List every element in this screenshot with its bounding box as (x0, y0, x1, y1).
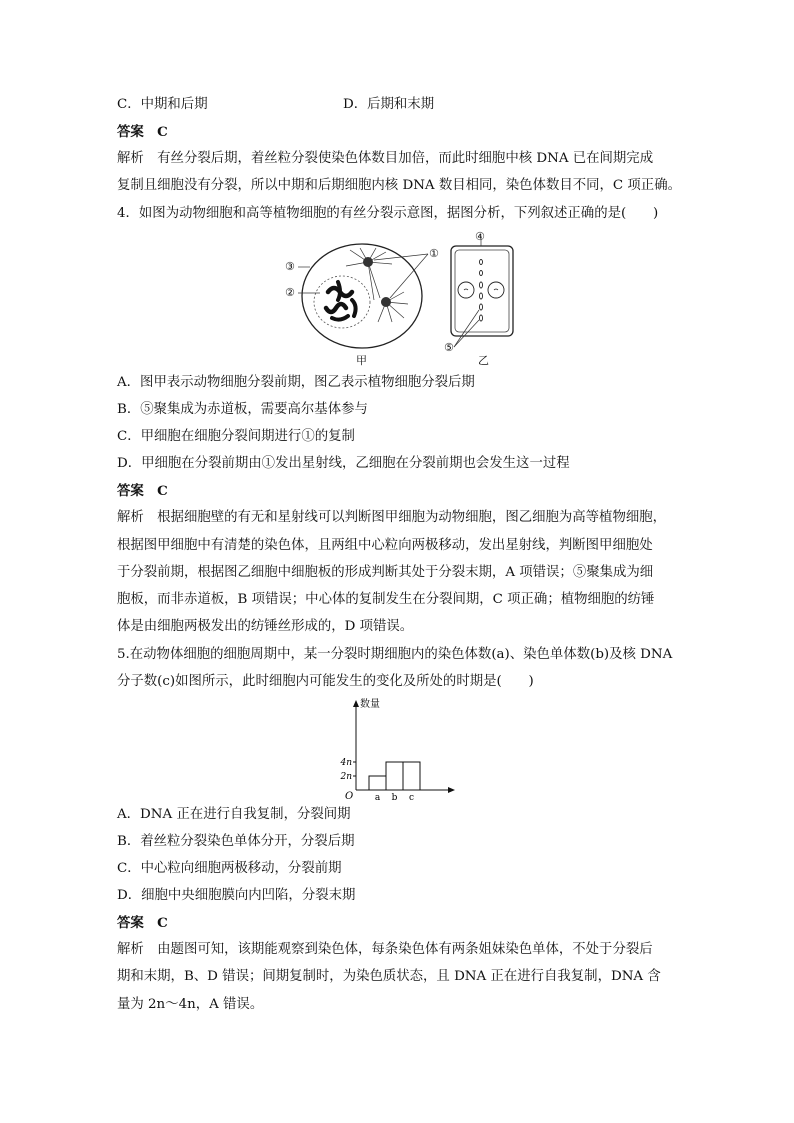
figure-label-1: ① (429, 247, 439, 260)
figure-label-5: ⑤ (444, 341, 454, 354)
q5-option-c: C．中心粒向细胞两极移动，分裂前期 (117, 861, 342, 876)
q5-stem: 分子数(c)如图所示，此时细胞内可能发生的变化及所处的时期是( ) (117, 674, 534, 689)
q3-explanation-line: 解析 有丝分裂后期，着丝粒分裂使染色体数目加倍，而此时细胞中核 DNA 已在间期完成 (117, 151, 654, 166)
q5-answer: 答案 C (117, 915, 168, 931)
bar-b (386, 762, 403, 790)
q5-explanation-line: 量为 2n～4n，A 错误。 (117, 997, 264, 1012)
q5-option-b: B．着丝粒分裂染色单体分开，分裂后期 (117, 834, 355, 849)
q4-option-a: A．图甲表示动物细胞分裂前期，图乙表示植物细胞分裂后期 (117, 375, 475, 390)
bar-chart (330, 695, 460, 803)
x-tick-label: c (408, 793, 415, 803)
q4-explanation-line: 于分裂前期，根据图乙细胞中细胞板的形成判断其处于分裂末期，A 项错误；⑤聚集成为细 (117, 565, 654, 580)
q4-explanation-line: 体是由细胞两极发出的纺锤丝形成的，D 项错误。 (117, 619, 414, 634)
q3-explanation-line: 复制且细胞没有分裂，所以中期和后期细胞内核 DNA 数目相同，染色体数目不同，C 项正确。 (117, 178, 681, 193)
q4-option-d: D．甲细胞在分裂前期由①发出星射线，乙细胞在分裂前期也会发生这一过程 (117, 456, 570, 471)
q3-option-c: C．中期和后期 (117, 97, 208, 112)
q5-explanation-line: 解析 由题图可知，该期能观察到染色体，每条染色体有两条姐妹染色单体，不处于分裂后 (117, 942, 653, 957)
q5-stem: 5.在动物体细胞的细胞周期中，某一分裂时期细胞内的染色体数(a)、染色单体数(b)及核 DNA (117, 647, 673, 662)
animal-cell-diagram (298, 244, 428, 348)
bar-c (403, 762, 420, 790)
x-tick-label: a (374, 793, 381, 803)
q3-option-d: D．后期和末期 (343, 97, 435, 112)
q4-option-c: C．甲细胞在细胞分裂间期进行①的复制 (117, 429, 355, 444)
x-axis-arrow (448, 787, 455, 793)
figure-label-3: ③ (285, 260, 295, 273)
y-axis-arrow (353, 700, 359, 707)
q4-option-b: B．⑤聚集成为赤道板，需要高尔基体参与 (117, 402, 368, 417)
figure-caption-jia: 甲 (356, 354, 367, 367)
q5-option-a: A．DNA 正在进行自我复制，分裂间期 (117, 807, 351, 822)
q4-answer: 答案 C (117, 483, 168, 499)
q5-explanation-line: 期和末期，B、D 错误；间期复制时，为染色质状态，且 DNA 正在进行自我复制，DNA 含 (117, 969, 661, 984)
q4-explanation-line: 解析 根据细胞壁的有无和星射线可以判断图甲细胞为动物细胞，图乙细胞为高等植物细胞， (117, 510, 667, 525)
figure-label-2: ② (285, 286, 295, 299)
bar-a (369, 776, 386, 790)
q3-answer: 答案 C (117, 124, 168, 140)
q4-explanation-line: 根据图甲细胞中有清楚的染色体，且两组中心粒向两极移动，发出星射线，判断图甲细胞处 (117, 538, 653, 553)
q5-option-d: D．细胞中央细胞膜向内凹陷，分裂末期 (117, 888, 356, 903)
figure-label-4: ④ (475, 230, 485, 243)
plant-cell-diagram (451, 238, 513, 347)
y-tick-label: 2n (340, 772, 352, 782)
q4-explanation-line: 胞板，而非赤道板，B 项错误；中心体的复制发生在分裂间期，C 项正确；植物细胞的纺锤 (117, 592, 655, 607)
y-axis-label: 数量 (360, 699, 380, 710)
y-tick-label: 4n (340, 758, 352, 768)
cell-division-figure (280, 230, 530, 370)
origin-label: O (345, 791, 354, 802)
x-tick-label: b (391, 793, 398, 803)
figure-caption-yi: 乙 (478, 354, 489, 367)
q4-stem: 4．如图为动物细胞和高等植物细胞的有丝分裂示意图，据图分析，下列叙述正确的是( ) (117, 206, 659, 221)
